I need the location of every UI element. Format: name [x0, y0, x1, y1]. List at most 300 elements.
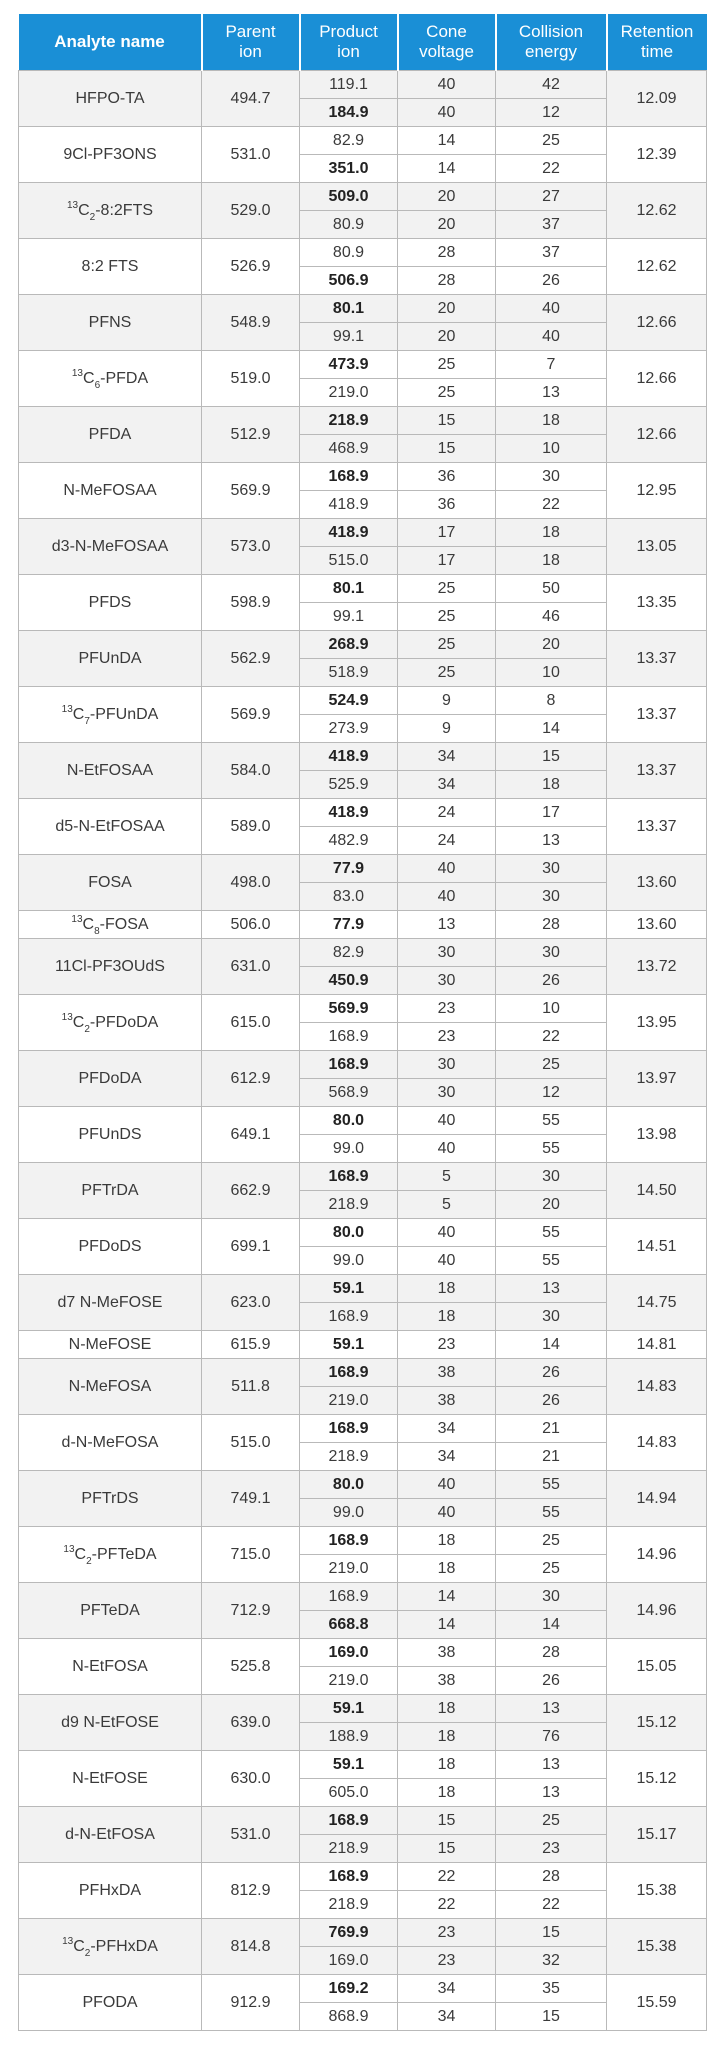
table-row	[19, 995, 707, 1023]
analyte-name-text: PFUnDS	[78, 1126, 142, 1143]
table-row	[19, 1527, 707, 1555]
analyte-name-text: d9 N-EtFOSE	[61, 1714, 159, 1731]
product-ion-cell: 82.9	[300, 127, 398, 155]
collision-energy-cell: 10	[496, 659, 607, 687]
analyte-name-text: -8:2FTS	[95, 202, 154, 219]
cone-voltage-cell: 18	[398, 1779, 496, 1807]
cone-voltage-cell: 28	[398, 239, 496, 267]
collision-energy-cell: 13	[496, 1751, 607, 1779]
retention-time-cell: 13.35	[607, 575, 707, 631]
table-row	[19, 1359, 707, 1387]
retention-time-cell: 13.72	[607, 939, 707, 995]
analyte-group	[19, 1331, 707, 1359]
analyte-group	[19, 1051, 707, 1107]
product-ion-cell: 99.0	[300, 1499, 398, 1527]
collision-energy-cell: 22	[496, 491, 607, 519]
product-ion-cell: 418.9	[300, 743, 398, 771]
cone-voltage-cell: 20	[398, 295, 496, 323]
isotope-count-subscript: 2	[86, 1556, 92, 1568]
collision-energy-cell: 55	[496, 1247, 607, 1275]
retention-time-cell: 14.83	[607, 1359, 707, 1415]
product-ion-cell: 77.9	[300, 855, 398, 883]
header-collision-energy: Collision energy	[496, 14, 607, 71]
mrm-transition-table	[18, 14, 707, 2031]
analyte-name-cell	[19, 1863, 202, 1919]
collision-energy-cell: 13	[496, 379, 607, 407]
analyte-name-cell	[19, 1415, 202, 1471]
cone-voltage-cell: 14	[398, 155, 496, 183]
parent-ion-cell: 525.8	[202, 1639, 300, 1695]
cone-voltage-cell: 25	[398, 631, 496, 659]
cone-voltage-cell: 34	[398, 2003, 496, 2031]
analyte-name-cell	[19, 1807, 202, 1863]
product-ion-cell: 80.1	[300, 295, 398, 323]
cone-voltage-cell: 34	[398, 1443, 496, 1471]
analyte-group	[19, 1107, 707, 1163]
retention-time-cell: 12.66	[607, 295, 707, 351]
table-row	[19, 463, 707, 491]
retention-time-cell: 15.38	[607, 1863, 707, 1919]
product-ion-cell: 568.9	[300, 1079, 398, 1107]
retention-time-cell: 13.05	[607, 519, 707, 575]
parent-ion-cell: 630.0	[202, 1751, 300, 1807]
analyte-name-cell	[19, 519, 202, 575]
collision-energy-cell: 18	[496, 407, 607, 435]
collision-energy-cell: 22	[496, 155, 607, 183]
retention-time-cell: 15.05	[607, 1639, 707, 1695]
collision-energy-cell: 25	[496, 1527, 607, 1555]
table-row	[19, 1163, 707, 1191]
table-row	[19, 1975, 707, 2003]
collision-energy-cell: 30	[496, 1163, 607, 1191]
cone-voltage-cell: 15	[398, 1835, 496, 1863]
analyte-name-text: PFODA	[82, 1994, 138, 2011]
retention-time-cell: 13.98	[607, 1107, 707, 1163]
collision-energy-cell: 15	[496, 743, 607, 771]
collision-energy-cell: 14	[496, 1331, 607, 1359]
collision-energy-cell: 25	[496, 1807, 607, 1835]
table-row	[19, 127, 707, 155]
product-ion-cell: 169.2	[300, 1975, 398, 2003]
analyte-name-text: N-MeFOSAA	[63, 482, 157, 499]
analyte-name-cell	[19, 1919, 202, 1975]
analyte-name-text: N-MeFOSA	[68, 1378, 152, 1395]
collision-energy-cell: 26	[496, 967, 607, 995]
parent-ion-cell: 623.0	[202, 1275, 300, 1331]
product-ion-cell: 169.0	[300, 1947, 398, 1975]
collision-energy-cell: 46	[496, 603, 607, 631]
product-ion-cell: 80.9	[300, 211, 398, 239]
product-ion-cell: 168.9	[300, 1583, 398, 1611]
isotope-element: C	[74, 1546, 87, 1563]
collision-energy-cell: 30	[496, 1583, 607, 1611]
parent-ion-cell: 639.0	[202, 1695, 300, 1751]
table-row	[19, 183, 707, 211]
cone-voltage-cell: 38	[398, 1639, 496, 1667]
retention-time-cell: 14.51	[607, 1219, 707, 1275]
analyte-name-text: -PFDoDA	[89, 1014, 159, 1031]
parent-ion-cell: 512.9	[202, 407, 300, 463]
product-ion-cell: 59.1	[300, 1331, 398, 1359]
analyte-group	[19, 575, 707, 631]
collision-energy-cell: 7	[496, 351, 607, 379]
product-ion-cell: 868.9	[300, 2003, 398, 2031]
analyte-name-text: -PFDA	[100, 370, 149, 387]
product-ion-cell: 218.9	[300, 1443, 398, 1471]
parent-ion-cell: 631.0	[202, 939, 300, 995]
analyte-name-cell	[19, 911, 202, 939]
isotope-mass-superscript: 13	[71, 913, 83, 925]
cone-voltage-cell: 34	[398, 1415, 496, 1443]
product-ion-cell: 219.0	[300, 1555, 398, 1583]
collision-energy-cell: 42	[496, 71, 607, 99]
table-row	[19, 351, 707, 379]
analyte-name-cell	[19, 463, 202, 519]
collision-energy-cell: 32	[496, 1947, 607, 1975]
collision-energy-cell: 40	[496, 323, 607, 351]
cone-voltage-cell: 30	[398, 967, 496, 995]
product-ion-cell: 218.9	[300, 1891, 398, 1919]
analyte-name-cell	[19, 631, 202, 687]
collision-energy-cell: 23	[496, 1835, 607, 1863]
product-ion-cell: 524.9	[300, 687, 398, 715]
analyte-name-text: -PFUnDA	[89, 706, 159, 723]
product-ion-cell: 418.9	[300, 519, 398, 547]
isotope-element: C	[83, 370, 95, 387]
product-ion-cell: 99.1	[300, 603, 398, 631]
analyte-group	[19, 911, 707, 939]
analyte-name-text: -PFHxDA	[90, 1938, 158, 1955]
table-row	[19, 855, 707, 883]
product-ion-cell: 77.9	[300, 911, 398, 939]
cone-voltage-cell: 40	[398, 1499, 496, 1527]
product-ion-cell: 99.0	[300, 1135, 398, 1163]
retention-time-cell: 13.60	[607, 855, 707, 911]
parent-ion-cell: 511.8	[202, 1359, 300, 1415]
product-ion-cell: 169.0	[300, 1639, 398, 1667]
analyte-name-cell	[19, 1751, 202, 1807]
parent-ion-cell: 662.9	[202, 1163, 300, 1219]
analyte-name-text: N-EtFOSA	[72, 1658, 148, 1675]
cone-voltage-cell: 18	[398, 1275, 496, 1303]
parent-ion-cell: 573.0	[202, 519, 300, 575]
analyte-group	[19, 1695, 707, 1751]
analyte-group	[19, 1219, 707, 1275]
product-ion-cell: 168.9	[300, 1863, 398, 1891]
analyte-name-cell	[19, 939, 202, 995]
cone-voltage-cell: 25	[398, 603, 496, 631]
collision-energy-cell: 15	[496, 2003, 607, 2031]
analyte-name-text: -PFTeDA	[91, 1546, 157, 1563]
cone-voltage-cell: 18	[398, 1751, 496, 1779]
analyte-name-text: PFTrDA	[81, 1182, 139, 1199]
product-ion-cell: 473.9	[300, 351, 398, 379]
product-ion-cell: 219.0	[300, 1387, 398, 1415]
product-ion-cell: 80.0	[300, 1107, 398, 1135]
cone-voltage-cell: 23	[398, 1947, 496, 1975]
analyte-group	[19, 407, 707, 463]
cone-voltage-cell: 14	[398, 1611, 496, 1639]
collision-energy-cell: 28	[496, 1639, 607, 1667]
collision-energy-cell: 10	[496, 995, 607, 1023]
analyte-name-cell	[19, 407, 202, 463]
cone-voltage-cell: 34	[398, 771, 496, 799]
product-ion-cell: 668.8	[300, 1611, 398, 1639]
isotope-element: C	[72, 1014, 85, 1031]
cone-voltage-cell: 23	[398, 995, 496, 1023]
table-row	[19, 575, 707, 603]
cone-voltage-cell: 25	[398, 351, 496, 379]
collision-energy-cell: 10	[496, 435, 607, 463]
collision-energy-cell: 20	[496, 631, 607, 659]
analyte-group	[19, 1163, 707, 1219]
header-row	[19, 14, 707, 71]
collision-energy-cell: 27	[496, 183, 607, 211]
collision-energy-cell: 25	[496, 1051, 607, 1079]
product-ion-cell: 218.9	[300, 1835, 398, 1863]
parent-ion-cell: 649.1	[202, 1107, 300, 1163]
isotope-mass-superscript: 13	[63, 1543, 75, 1555]
collision-energy-cell: 28	[496, 1863, 607, 1891]
table-row	[19, 1639, 707, 1667]
retention-time-cell: 13.37	[607, 743, 707, 799]
cone-voltage-cell: 38	[398, 1387, 496, 1415]
product-ion-cell: 506.9	[300, 267, 398, 295]
product-ion-cell: 184.9	[300, 99, 398, 127]
collision-energy-cell: 55	[496, 1219, 607, 1247]
cone-voltage-cell: 30	[398, 939, 496, 967]
analyte-group	[19, 1639, 707, 1695]
collision-energy-cell: 21	[496, 1415, 607, 1443]
parent-ion-cell: 584.0	[202, 743, 300, 799]
table-row	[19, 687, 707, 715]
analyte-name-cell	[19, 1527, 202, 1583]
analyte-name-text: d-N-EtFOSA	[65, 1826, 155, 1843]
collision-energy-cell: 18	[496, 771, 607, 799]
collision-energy-cell: 76	[496, 1723, 607, 1751]
cone-voltage-cell: 22	[398, 1891, 496, 1919]
cone-voltage-cell: 22	[398, 1863, 496, 1891]
analyte-group	[19, 463, 707, 519]
collision-energy-cell: 22	[496, 1891, 607, 1919]
parent-ion-cell: 712.9	[202, 1583, 300, 1639]
analyte-group	[19, 1415, 707, 1471]
product-ion-cell: 119.1	[300, 71, 398, 99]
cone-voltage-cell: 15	[398, 435, 496, 463]
cone-voltage-cell: 17	[398, 519, 496, 547]
isotope-mass-superscript: 13	[61, 1011, 73, 1023]
collision-energy-cell: 26	[496, 267, 607, 295]
cone-voltage-cell: 36	[398, 491, 496, 519]
parent-ion-cell: 812.9	[202, 1863, 300, 1919]
collision-energy-cell: 26	[496, 1667, 607, 1695]
analyte-name-text: -FOSA	[99, 916, 149, 933]
cone-voltage-cell: 24	[398, 827, 496, 855]
cone-voltage-cell: 18	[398, 1723, 496, 1751]
cone-voltage-cell: 34	[398, 1975, 496, 2003]
isotope-count-subscript: 2	[89, 212, 96, 224]
analyte-name-text: d5-N-EtFOSAA	[55, 818, 165, 835]
isotope-count-subscript: 2	[84, 1024, 90, 1036]
collision-energy-cell: 13	[496, 1779, 607, 1807]
analyte-name-cell	[19, 1471, 202, 1527]
analyte-group	[19, 127, 707, 183]
product-ion-cell: 351.0	[300, 155, 398, 183]
cone-voltage-cell: 30	[398, 1079, 496, 1107]
retention-time-cell: 14.96	[607, 1583, 707, 1639]
analyte-group	[19, 995, 707, 1051]
product-ion-cell: 80.9	[300, 239, 398, 267]
analyte-name-cell	[19, 1639, 202, 1695]
table-row	[19, 1275, 707, 1303]
product-ion-cell: 219.0	[300, 1667, 398, 1695]
parent-ion-cell: 531.0	[202, 1807, 300, 1863]
product-ion-cell: 168.9	[300, 463, 398, 491]
table-row	[19, 1471, 707, 1499]
analyte-group	[19, 855, 707, 911]
analyte-name-text: FOSA	[88, 874, 132, 891]
table-row	[19, 1751, 707, 1779]
table-row	[19, 407, 707, 435]
product-ion-cell: 482.9	[300, 827, 398, 855]
analyte-group	[19, 799, 707, 855]
analyte-name-cell	[19, 995, 202, 1051]
analyte-group	[19, 631, 707, 687]
parent-ion-cell: 531.0	[202, 127, 300, 183]
collision-energy-cell: 55	[496, 1471, 607, 1499]
isotope-mass-superscript: 13	[61, 703, 73, 715]
analyte-name-text: PFDoDA	[78, 1070, 142, 1087]
parent-ion-cell: 699.1	[202, 1219, 300, 1275]
product-ion-cell: 518.9	[300, 659, 398, 687]
cone-voltage-cell: 23	[398, 1919, 496, 1947]
retention-time-cell: 15.12	[607, 1695, 707, 1751]
collision-energy-cell: 37	[496, 211, 607, 239]
analyte-name-cell	[19, 1163, 202, 1219]
collision-energy-cell: 26	[496, 1359, 607, 1387]
analyte-name-text: PFDoDS	[78, 1238, 142, 1255]
cone-voltage-cell: 14	[398, 1583, 496, 1611]
analyte-name-text: 8:2 FTS	[81, 258, 139, 275]
cone-voltage-cell: 14	[398, 127, 496, 155]
cone-voltage-cell: 40	[398, 1135, 496, 1163]
analyte-name-cell	[19, 239, 202, 295]
cone-voltage-cell: 25	[398, 575, 496, 603]
cone-voltage-cell: 30	[398, 1051, 496, 1079]
parent-ion-cell: 515.0	[202, 1415, 300, 1471]
retention-time-cell: 14.94	[607, 1471, 707, 1527]
product-ion-cell: 769.9	[300, 1919, 398, 1947]
table-row	[19, 519, 707, 547]
collision-energy-cell: 13	[496, 1695, 607, 1723]
collision-energy-cell: 30	[496, 463, 607, 491]
product-ion-cell: 418.9	[300, 491, 398, 519]
product-ion-cell: 168.9	[300, 1023, 398, 1051]
table-row	[19, 939, 707, 967]
table-row	[19, 911, 707, 939]
collision-energy-cell: 20	[496, 1191, 607, 1219]
retention-time-cell: 14.96	[607, 1527, 707, 1583]
analyte-group	[19, 519, 707, 575]
collision-energy-cell: 15	[496, 1919, 607, 1947]
product-ion-cell: 99.1	[300, 323, 398, 351]
product-ion-cell: 168.9	[300, 1527, 398, 1555]
table-row	[19, 1219, 707, 1247]
analyte-name-text: N-MeFOSE	[68, 1336, 152, 1353]
retention-time-cell: 12.66	[607, 407, 707, 463]
product-ion-cell: 168.9	[300, 1415, 398, 1443]
product-ion-cell: 450.9	[300, 967, 398, 995]
analyte-group	[19, 1807, 707, 1863]
cone-voltage-cell: 40	[398, 1107, 496, 1135]
cone-voltage-cell: 36	[398, 463, 496, 491]
analyte-name-text: N-EtFOSE	[72, 1770, 148, 1787]
cone-voltage-cell: 9	[398, 715, 496, 743]
cone-voltage-cell: 40	[398, 1471, 496, 1499]
analyte-name-text: PFTeDA	[80, 1602, 140, 1619]
cone-voltage-cell: 20	[398, 183, 496, 211]
cone-voltage-cell: 28	[398, 267, 496, 295]
collision-energy-cell: 30	[496, 855, 607, 883]
isotope-element: C	[73, 1938, 85, 1955]
cone-voltage-cell: 20	[398, 323, 496, 351]
analyte-name-text: d3-N-MeFOSAA	[51, 538, 169, 555]
analyte-name-text: d7 N-MeFOSE	[57, 1294, 163, 1311]
isotope-mass-superscript: 13	[66, 199, 79, 211]
product-ion-cell: 525.9	[300, 771, 398, 799]
retention-time-cell: 15.59	[607, 1975, 707, 2031]
table-row	[19, 1863, 707, 1891]
analyte-group	[19, 1275, 707, 1331]
parent-ion-cell: 506.0	[202, 911, 300, 939]
table-row	[19, 239, 707, 267]
collision-energy-cell: 14	[496, 1611, 607, 1639]
cone-voltage-cell: 5	[398, 1163, 496, 1191]
cone-voltage-cell: 40	[398, 71, 496, 99]
table-row	[19, 1415, 707, 1443]
table-row	[19, 1331, 707, 1359]
analyte-group	[19, 295, 707, 351]
retention-time-cell: 12.62	[607, 183, 707, 239]
collision-energy-cell: 55	[496, 1135, 607, 1163]
header-analyte-name: Analyte name	[19, 14, 202, 71]
product-ion-cell: 168.9	[300, 1359, 398, 1387]
parent-ion-cell: 569.9	[202, 687, 300, 743]
table-row	[19, 799, 707, 827]
collision-energy-cell: 28	[496, 911, 607, 939]
analyte-name-text: PFDA	[88, 426, 132, 443]
collision-energy-cell: 13	[496, 1275, 607, 1303]
isotope-element: C	[72, 706, 85, 723]
retention-time-cell: 14.50	[607, 1163, 707, 1219]
analyte-name-text: 9Cl-PF3ONS	[63, 146, 157, 163]
product-ion-cell: 80.1	[300, 575, 398, 603]
analyte-name-cell	[19, 799, 202, 855]
analyte-name-cell	[19, 687, 202, 743]
analyte-name-cell	[19, 1331, 202, 1359]
analyte-group	[19, 183, 707, 239]
retention-time-cell: 14.81	[607, 1331, 707, 1359]
parent-ion-cell: 569.9	[202, 463, 300, 519]
analyte-group	[19, 1359, 707, 1415]
product-ion-cell: 188.9	[300, 1723, 398, 1751]
table-row	[19, 743, 707, 771]
collision-energy-cell: 18	[496, 547, 607, 575]
product-ion-cell: 509.0	[300, 183, 398, 211]
product-ion-cell: 168.9	[300, 1163, 398, 1191]
analyte-name-cell	[19, 1359, 202, 1415]
product-ion-cell: 218.9	[300, 407, 398, 435]
